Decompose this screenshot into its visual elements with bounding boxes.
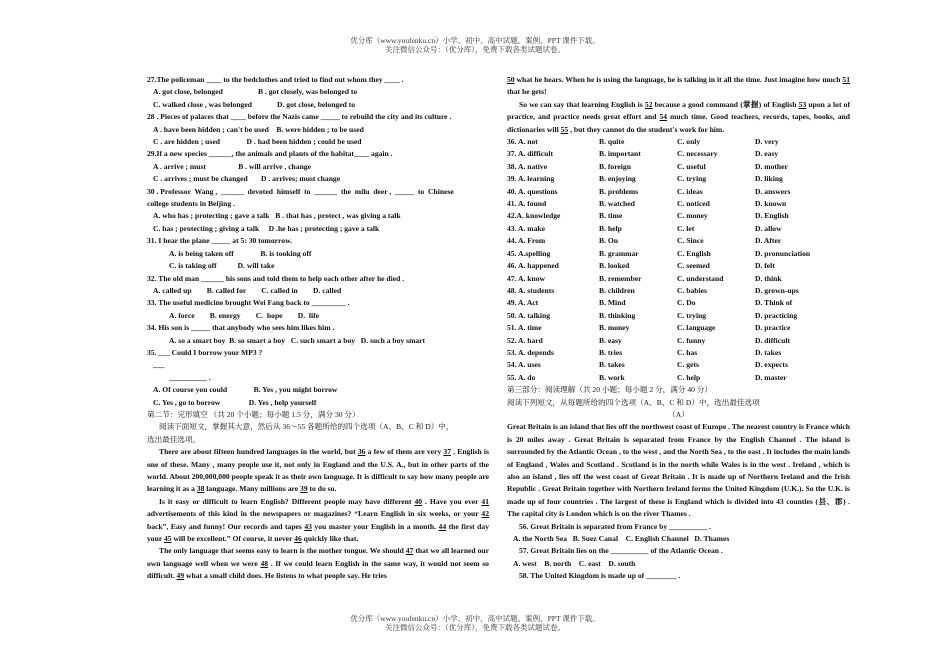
- blank-42: 42: [481, 509, 489, 519]
- question-29-options-cd: C . arrives ; must be changed D . arrives; must change: [153, 174, 341, 184]
- question-34: 34. His son is _____ that anybody who sees him likes him .: [147, 323, 335, 333]
- cloze-option-row: [507, 372, 850, 384]
- cloze-option: 47. A. know: [507, 273, 545, 283]
- cloze-option: D. easy: [755, 149, 779, 159]
- cloze-option: C. has: [677, 347, 698, 357]
- cloze-option: B. time: [599, 211, 623, 221]
- blank-49: 49: [176, 571, 185, 581]
- cloze-option-row: [507, 186, 850, 198]
- cloze-option: B. money: [599, 323, 630, 333]
- question-33-options: A. force B. energy C. hope D. life: [169, 310, 320, 320]
- cloze-option-row: [507, 285, 850, 297]
- question-57: 57. Great Britain lies on the __________ of the Atlantic Ocean .: [519, 546, 723, 556]
- text: you master your English in a month.: [311, 521, 439, 531]
- text: . Have you ever: [422, 496, 482, 506]
- page-footer: [0, 614, 950, 632]
- text: . English is one of these. Many , many people use it, not only in England and the U.S. A., but in other parts of the world. About 200,000,000 people speak it as their own language. It is difficult to say how many people are learning it as a: [147, 447, 489, 494]
- option: A. got close, belonged: [153, 87, 223, 97]
- cloze-option: C. English: [677, 248, 711, 258]
- cloze-option: D. grown-ups: [755, 285, 799, 295]
- cloze-paragraph-2: [147, 496, 489, 546]
- cloze-option: D. practicing: [755, 310, 798, 320]
- cloze-option: B. Mind: [599, 298, 626, 308]
- cloze-option: C. necessary: [677, 149, 718, 159]
- question-32: 32. The old man ______ his sons and told them to help each other after he died .: [147, 273, 405, 283]
- question-57-options: A. west B. north C. east D. south: [513, 558, 636, 568]
- section-3-instructions: 阅读下列短文，从每题所给的四个选项（A、B、C 和 D）中，选出最佳选项: [507, 397, 760, 407]
- blank-39: 39: [300, 484, 308, 494]
- blank-47: 47: [405, 546, 414, 556]
- cloze-paragraph-3-cont: [507, 74, 850, 99]
- text: that he gets!: [507, 87, 547, 97]
- cloze-option: 53. A. depends: [507, 347, 554, 357]
- cloze-option: C. Do: [677, 298, 696, 308]
- cloze-option: D. expects: [755, 360, 788, 370]
- cloze-option: 55. A. do: [507, 372, 536, 382]
- text: much time. Good teachers, records, tapes, books, and dictionaries will: [507, 112, 850, 134]
- text: will be excellent.” Of course, it never: [171, 534, 295, 544]
- blank-36: 36: [357, 447, 366, 457]
- blank-46: 46: [294, 534, 302, 544]
- question-35-dialog-line: ___: [153, 360, 165, 370]
- cloze-options-table: [507, 136, 850, 384]
- blank-41: 41: [481, 496, 489, 506]
- cloze-option: C. funny: [677, 335, 706, 345]
- cloze-option: 46. A. happened: [507, 261, 559, 271]
- blank-37: 37: [443, 447, 451, 457]
- blank-51: 51: [842, 75, 850, 84]
- cloze-option: D. liking: [755, 174, 783, 184]
- blank-55: 55: [560, 124, 569, 134]
- cloze-option-row: [507, 173, 850, 185]
- cloze-option: 45. A.spelling: [507, 248, 551, 258]
- text: There are about fifteen hundred languages in the world, but: [159, 447, 358, 457]
- text: , but they cannot do the student's work for him.: [568, 124, 725, 134]
- question-30: 30 . Professor Wang , ______ devoted himself to ______ the milu deer , _____ to Chinese: [147, 186, 454, 196]
- text: what he hears. When he is using the language, he is talking in it all the time. Just imagine how much: [514, 75, 843, 84]
- question-30-cont: college students in Beijing .: [147, 199, 235, 209]
- footer-line-1: 优分库（www.youfenku.cn）小学、初中、高中试题、案例、PPT 课件下载。: [350, 614, 600, 623]
- cloze-option: C. understand: [677, 273, 724, 283]
- cloze-option: B. work: [599, 372, 625, 382]
- cloze-option: D. difficult: [755, 335, 791, 345]
- cloze-option-row: [507, 297, 850, 309]
- cloze-option: D. felt: [755, 261, 775, 271]
- cloze-option-row: [507, 260, 850, 272]
- text: upon a lot of practice, and practice needs great effort and: [507, 99, 850, 122]
- cloze-option: C. ideas: [677, 186, 703, 196]
- blank-54: 54: [659, 112, 668, 122]
- cloze-option: 37. A. difficult: [507, 149, 553, 159]
- cloze-option-row: [507, 210, 850, 222]
- cloze-option: 42.A. knowledge: [507, 211, 561, 221]
- cloze-option-row: [507, 148, 850, 160]
- cloze-option: D. Think of: [755, 298, 793, 308]
- cloze-option: 51. A. time: [507, 323, 542, 333]
- question-56: 56. Great Britain is separated from France by __________ .: [519, 521, 711, 531]
- cloze-option: B. help: [599, 223, 622, 233]
- cloze-option: 44. A. From: [507, 236, 546, 246]
- text: advertisements of this kind in the newspapers or magazines? “Learn English in six weeks, or your: [147, 509, 482, 519]
- cloze-option: C. seemed: [677, 261, 710, 271]
- question-28-options-cd: C . are hidden ; used D . had been hidden ; could be used: [153, 137, 362, 147]
- section-3-title: 第三部分：阅读理解（共 20 小题；每小题 2 分，满分 40 分）: [507, 385, 713, 395]
- blank-52: 52: [644, 99, 653, 109]
- question-30-options-cd: C. has ; protecting ; giving a talk D .he has ; protecting ; gave a talk: [153, 223, 380, 233]
- right-column: [507, 74, 850, 583]
- cloze-option: 40. A. questions: [507, 186, 558, 196]
- text: So we can say that learning English is: [519, 99, 645, 109]
- cloze-option-row: [507, 248, 850, 260]
- option: D. got close, belonged to: [277, 99, 356, 109]
- blank-40: 40: [414, 496, 423, 506]
- cloze-option-row: [507, 136, 850, 148]
- left-column: [147, 74, 489, 583]
- cloze-option: 39. A. learning: [507, 174, 555, 184]
- text: what a small child does. He listens to what people say. He tries: [184, 571, 387, 581]
- cloze-option: D. mother: [755, 161, 788, 171]
- cloze-option: 41. A. found: [507, 199, 547, 209]
- question-29: 29.If a new species ______, the animals and plants of the habitat____ again .: [147, 149, 393, 159]
- cloze-option-row: [507, 322, 850, 334]
- section-2-instructions-cont: 选出最佳选项。: [147, 434, 201, 444]
- cloze-option: 36. A. not: [507, 137, 538, 147]
- cloze-option: B. foreign: [599, 161, 631, 171]
- text: a few of them are very: [365, 447, 444, 457]
- cloze-option-row: [507, 273, 850, 285]
- text: the first day your: [147, 521, 489, 544]
- blank-38: 38: [196, 484, 205, 494]
- cloze-option: B. remember: [599, 273, 642, 283]
- cloze-option: D. very: [755, 137, 779, 147]
- blank-48: 48: [260, 558, 269, 568]
- question-31-options-ab: A. is being taken off B. is tooking off: [169, 248, 312, 258]
- cloze-option: C. trying: [677, 310, 707, 320]
- footer-line-2: 关注微信公众号：（优分库），免费下载各类试题试卷。: [385, 623, 565, 632]
- text: The only language that seems easy to learn is the mother tongue. We should: [159, 546, 406, 556]
- cloze-option: C. babies: [677, 285, 707, 295]
- question-28-options-ab: A . have been hidden ; can't be used B. were hidden ; to be used: [153, 124, 364, 134]
- text: because a good command (掌握) of English: [652, 99, 799, 109]
- cloze-option: C. language: [677, 323, 716, 333]
- question-35: 35. ___ Could I borrow your MP3 ?: [147, 347, 263, 357]
- question-28: 28 . Pieces of palaces that ____ before the Nazis came _____ to rebuild the city and its culture .: [147, 112, 452, 122]
- cloze-option: 54. A. uses: [507, 360, 541, 370]
- text: that we all learned our own language well when we were: [147, 546, 489, 568]
- cloze-option: C. gets: [677, 360, 699, 370]
- cloze-option: D. known: [755, 199, 787, 209]
- cloze-option: C. trying: [677, 174, 707, 184]
- cloze-option: C. only: [677, 137, 701, 147]
- option: B . got closely, was belonged to: [258, 87, 358, 97]
- cloze-option: C. money: [677, 211, 708, 221]
- question-32-options: A. called up B. called for C. called in D. called: [153, 285, 342, 295]
- cloze-option: 52. A. hard: [507, 335, 543, 345]
- cloze-option: C. Since: [677, 236, 704, 246]
- text: Is it easy or difficult to learn English? Different people may have different: [159, 496, 415, 506]
- option: C. walked close , was belonged: [153, 99, 252, 109]
- cloze-option-row: [507, 347, 850, 359]
- header-line-1: 优分库（www.youfenku.cn）小学、初中、高中试题、案例、PPT 课件下载。: [350, 36, 600, 45]
- cloze-option-row: [507, 335, 850, 347]
- cloze-option: B. important: [599, 149, 641, 159]
- cloze-option: D. takes: [755, 347, 782, 357]
- cloze-paragraph-4: [507, 99, 850, 136]
- cloze-option: D. master: [755, 372, 787, 382]
- cloze-option: D. practice: [755, 323, 791, 333]
- cloze-option: B. tries: [599, 347, 623, 357]
- reading-passage-a: Great Britain is an island that lies off the northwest coast of Europe . The nearest country is France which is 20 miles away . Great Britain is separated from France by the English Channel . The island is surrounded by the Atlantic Ocean , to the west , and the North Sea , to the east . It includes the main lands of England , Wales and Scotland . Scotland is in the north while Wales is in the west . Ireland , which is also an island , lies off the west coast of Great Britain . It is made up of Northern Ireland and the Irish Republic . Great Britain together with Northern Ireland forms the United Kingdom (U.K.). So the U.K. is made up of four countries . The largest of these is England which is divided into 43 counties (县、郡) . The capital city is London which is on the river Thames .: [507, 422, 850, 519]
- blank-43: 43: [304, 521, 312, 531]
- cloze-option: B. thinking: [599, 310, 636, 320]
- text: language. Many millions are: [204, 484, 301, 494]
- question-58: 58. The United Kingdom is made up of ________ .: [519, 571, 681, 581]
- cloze-option: B. quite: [599, 137, 625, 147]
- cloze-option-row: [507, 235, 850, 247]
- cloze-option: D. pronunciation: [755, 248, 811, 258]
- question-35-options-cd: C. Yes , go to borrow D. Yes , help yourself: [153, 397, 317, 407]
- cloze-option: C. useful: [677, 161, 706, 171]
- question-27-options-cd: [147, 99, 489, 111]
- cloze-option: B. problems: [599, 186, 639, 196]
- cloze-option: B. looked: [599, 261, 630, 271]
- cloze-option: B. children: [599, 285, 635, 295]
- cloze-option: 48. A. students: [507, 285, 555, 295]
- text: . If we could learn English in the same way, it would not seem so difficult.: [147, 558, 489, 581]
- question-56-options: A. the North Sea B. Suez Canal C. English Channel D. Thames: [513, 534, 730, 544]
- question-35-options-ab: A. Of course you could B. Yes , you might borrow: [153, 385, 338, 395]
- cloze-option: B. takes: [599, 360, 625, 370]
- question-27: 27.The policeman ____ to the bedclothes and tried to find out whom they ____ .: [147, 75, 404, 84]
- cloze-option: 38. A. native: [507, 161, 548, 171]
- cloze-option: D. allow: [755, 223, 782, 233]
- question-29-options-ab: A . arrive ; must B . will arrive , change: [153, 161, 311, 171]
- text: quickly like that.: [301, 534, 359, 544]
- cloze-option: B. On: [599, 236, 618, 246]
- text: back”, Easy and funny! Our records and tapes: [147, 521, 305, 531]
- cloze-option: B. easy: [599, 335, 622, 345]
- section-2-title: 第二节：完形填空 （共 20 个小题；每小题 1.5 分，满分 30 分）: [147, 409, 360, 419]
- question-35-dialog-blank: __________ .: [169, 372, 211, 382]
- cloze-option: B. grammar: [599, 248, 639, 258]
- cloze-option: C. noticed: [677, 199, 710, 209]
- question-33: 33. The useful medicine brought Wei Fang back to _________ .: [147, 298, 350, 308]
- cloze-option: 49. A. Act: [507, 298, 539, 308]
- cloze-option: D. After: [755, 236, 782, 246]
- question-31: 31. I hear the plane _____ at 5: 30 tomorrow.: [147, 236, 293, 246]
- cloze-paragraph-3: [147, 545, 489, 582]
- page-header: [0, 36, 950, 54]
- question-31-options-cd: C. is taking off D. will take: [169, 261, 275, 271]
- cloze-option-row: [507, 359, 850, 371]
- blank-53: 53: [798, 99, 807, 109]
- question-30-options-ab: A. who has ; protecting ; gave a talk B . that has , protect , was giving a talk: [153, 211, 401, 221]
- cloze-option: C. help: [677, 372, 701, 382]
- cloze-option-row: [507, 223, 850, 235]
- cloze-option: D. answers: [755, 186, 791, 196]
- text: to do so.: [307, 484, 337, 494]
- blank-44: 44: [438, 521, 447, 531]
- cloze-option-row: [507, 310, 850, 322]
- cloze-option: 43. A. make: [507, 223, 545, 233]
- cloze-option: C. let: [677, 223, 695, 233]
- cloze-option: D. English: [755, 211, 789, 221]
- cloze-option-row: [507, 161, 850, 173]
- question-34-options: A. so a smart boy B. so smart a boy C. such smart a boy D. such a boy smart: [169, 335, 426, 345]
- cloze-option: D. think: [755, 273, 782, 283]
- section-2-instructions: 阅读下面短文，掌握其大意，然后从 36～55 各题所给的四个选项（A、B、C 和 D）中，: [159, 422, 454, 432]
- cloze-option: 50. A. talking: [507, 310, 551, 320]
- passage-label: （A）: [668, 409, 689, 419]
- cloze-paragraph-1: [147, 446, 489, 496]
- blank-45: 45: [163, 534, 172, 544]
- question-27-options-ab: [147, 86, 489, 98]
- cloze-option-row: [507, 198, 850, 210]
- cloze-option: B. watched: [599, 199, 635, 209]
- blank-50: 50: [507, 75, 515, 84]
- header-line-2: 关注微信公众号：（优分库），免费下载各类试题试卷。: [385, 45, 565, 54]
- cloze-option: B. enjoying: [599, 174, 636, 184]
